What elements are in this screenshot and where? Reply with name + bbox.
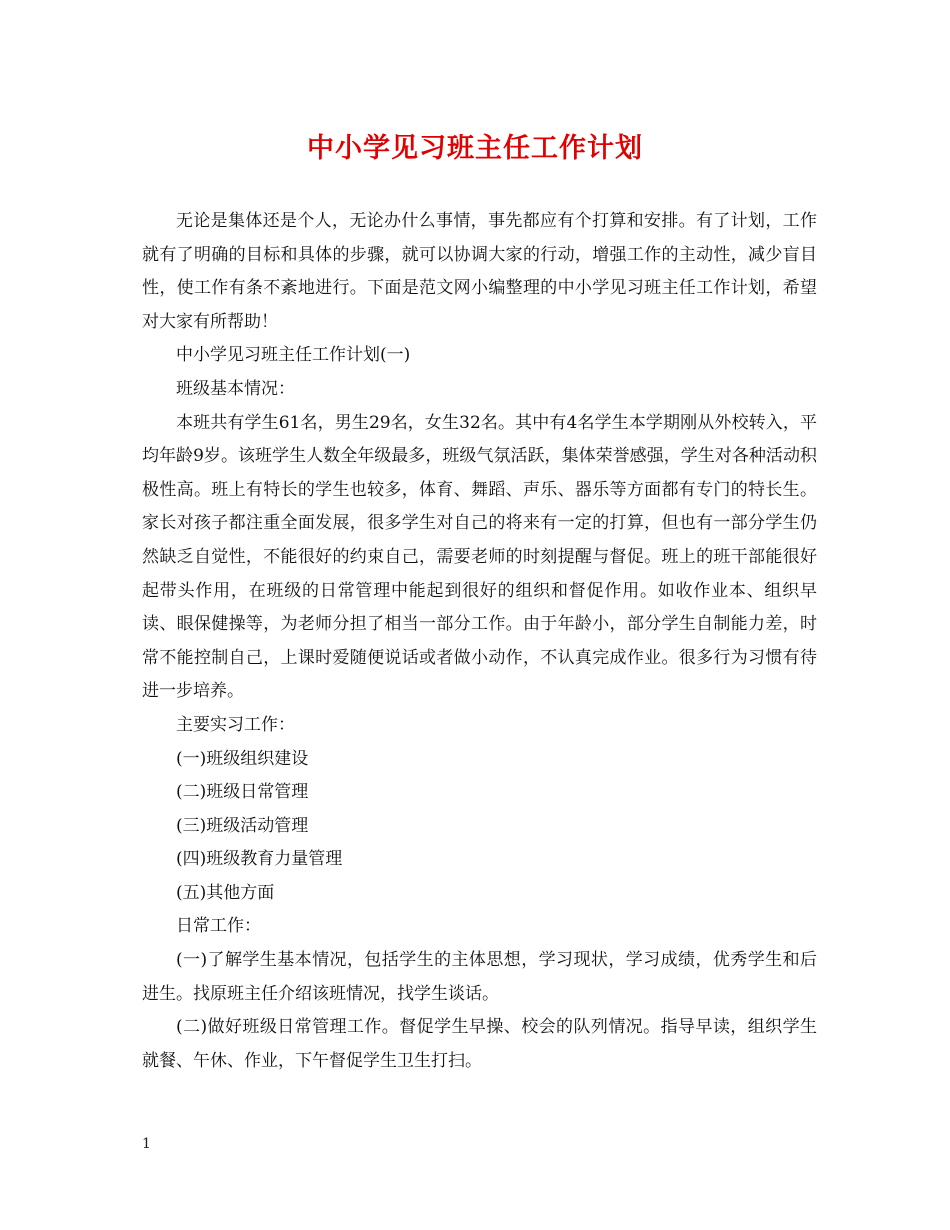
daily-work-item: (一)了解学生基本情况，包括学生的主体思想，学习现状，学习成绩，优秀学生和后进生。找原班主任介绍该班情况，找学生谈话。 — [142, 950, 817, 1004]
class-info-paragraph: 本班共有学生61名，男生29名，女生32名。其中有4名学生本学期刚从外校转入，平均年龄9岁。该班学生人数全年级最多，班级气氛活跃，集体荣誉感强，学生对各种活动积极性高。班上有特长的学生也较多，体育、舞蹈、声乐、器乐等方面都有专门的特长生。家长对孩子都注重全面发展，很多学生对自己的将来有一定的打算，但也有一部分学生仍然缺乏自觉性，不能很好的约束自己，需要老师的时刻提醒与督促。班上的班干部能很好起带头作用，在班级的日常管理中能起到很好的组织和督促作用。如收作业本、组织早读、眼保健操等，为老师分担了相当一部分工作。由于年龄小，部分学生自制能力差，时常不能控制自己，上课时爱随便说话或者做小动作，不认真完成作业。很多行为习惯有待进一步培养。 — [142, 412, 817, 702]
subheading-main-work: 主要实习工作： — [176, 714, 295, 735]
list-item: (四)班级教育力量管理 — [176, 849, 343, 870]
subheading-class-info: 班级基本情况： — [176, 378, 295, 399]
list-item: (一)班级组织建设 — [176, 748, 309, 769]
list-item: (三)班级活动管理 — [176, 815, 309, 836]
document-title: 中小学见习班主任工作计划 — [307, 133, 643, 164]
daily-work-item: (二)做好班级日常管理工作。督促学生早操、校会的队列情况。指导早读，组织学生就餐、午休、作业，下午督促学生卫生打扫。 — [142, 1017, 817, 1071]
list-item: (五)其他方面 — [176, 882, 275, 903]
intro-paragraph: 无论是集体还是个人，无论办什么事情，事先都应有个打算和安排。有了计划，工作就有了明确的目标和具体的步骤，就可以协调大家的行动，增强工作的主动性，减少盲目性，使工作有条不紊地进行。下面是范文网小编整理的中小学见习班主任工作计划，希望对大家有所帮助！ — [142, 211, 817, 332]
document-body — [142, 205, 817, 1078]
list-item: (二)班级日常管理 — [176, 782, 309, 803]
page-number: 1 — [142, 1136, 151, 1152]
subheading-daily-work: 日常工作： — [176, 916, 261, 937]
section-heading-plan-1: 中小学见习班主任工作计划(一) — [176, 345, 411, 366]
